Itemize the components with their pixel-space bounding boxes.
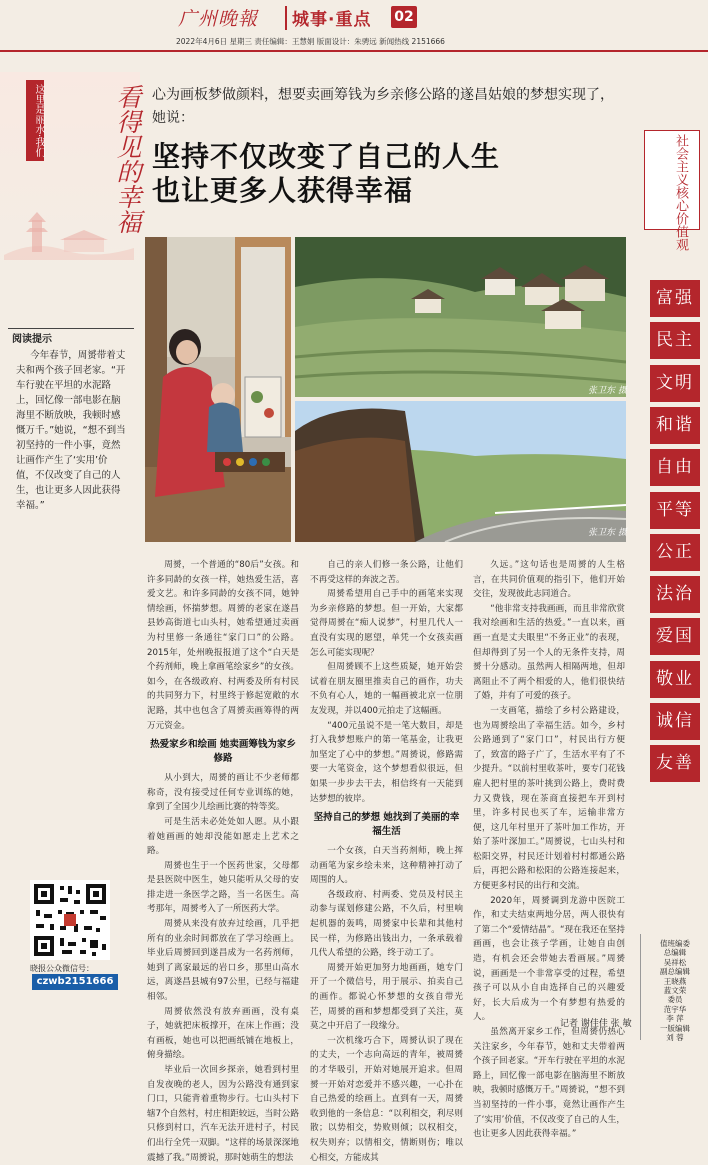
core-value-item: 文明 xyxy=(650,365,700,402)
core-value-item: 公正 xyxy=(650,534,700,571)
reading-tip-title: 阅读提示 xyxy=(12,334,52,345)
body-paragraph: 可是生活未必处处如人愿。从小跟着她画画的她却没能如愿走上艺术之路。 xyxy=(147,816,299,857)
staff-entry: 副总编辑 xyxy=(660,967,690,977)
core-value-item: 富强 xyxy=(650,280,700,317)
reporter-byline: 记者 谢佳佳 张 敏 xyxy=(560,1019,632,1029)
staff-entry: 李 萍 xyxy=(666,1014,684,1024)
body-paragraph: 但周赟顾不上这些质疑，她开始尝试着在朋友圈里推卖自己的画作，功夫不负有心人，她的一幅画被北京一位朋友发现，并以400元拍走了这幅画。 xyxy=(310,662,463,716)
body-paragraph: 2020年，周赟调到龙游中医院工作，和丈夫结束两地分居，两人很快有了第二个“爱情结晶”。“现在我还在坚持画画，也会让孩子学画，让她自由创造，有机会还会带她去看画展。”周赟说，画画是一个非常享受的过程，希望孩子可以从小自由选择自己的兴趣爱好，长大后成为一个有梦想有热爱的人。 xyxy=(473,895,625,1023)
section-title: 城事·重点 xyxy=(292,10,372,30)
core-values-header: 社会主义核心价值观 xyxy=(673,134,688,251)
core-value-item: 敬业 xyxy=(650,661,700,698)
staff-entry: 委员 xyxy=(667,995,683,1005)
staff-entry: 吴祥松 xyxy=(663,957,687,967)
staff-entry: 刘 蓉 xyxy=(666,1033,684,1042)
body-paragraph: 周赟，一个普通的“80后”女孩。和许多同龄的女孩一样，她热爱生活，喜爱文艺。和许多同龄的女孩不同，她钟情绘画，怀揣梦想。周赟的老家在遂昌县妙高街道七山头村，她希望通过卖画为村里修一条通往“家门口”的公路。2015年，处州晚报报道了这个“白天是个药剂师，晚上拿画笔绘家乡”的女孩。如今，在各级政府、村两委及所有村民的共同努力下，村里终于修起宽敞的水泥路，其中也包含了周赟卖画筹得的两万元资金。 xyxy=(147,560,299,731)
staff-entry: 总编辑 xyxy=(663,948,687,958)
staff-entry: 一版编辑 xyxy=(660,1023,690,1033)
section-subheading: 坚持自己的梦想 她找到了美丽的幸福生活 xyxy=(313,812,460,838)
body-paragraph: 自己的亲人们修一条公路，让他们不再受这样的奔波之苦。 xyxy=(310,560,463,585)
article-headline xyxy=(152,140,622,208)
staff-entry: 蓝文荣 xyxy=(663,986,687,995)
newspaper-logo: 广州晚報 xyxy=(178,8,259,30)
core-value-item: 爱国 xyxy=(650,618,700,655)
body-paragraph: 周赟也生于一个医药世家，父母都是县医院中医生，她只能听从父母的安排走进一条医学之路，当一名医生。高考那年，周赟考入了一所医药大学。 xyxy=(147,860,299,915)
new-road-photo xyxy=(295,401,626,542)
body-paragraph: 一个女孩，白天当药剂师，晚上挥动画笔为家乡绘未来，这种精神打动了周围的人。 xyxy=(310,846,463,886)
section-subheading: 热爱家乡和绘画 她卖画筹钱为家乡修路 xyxy=(150,739,296,765)
body-paragraph: 一次机缘巧合下，周赟认识了现在的丈夫，一个志向高远的青年，被周赟的才华吸引，开始对她展开追求。但周赟一开始对恋爱并不感兴趣，一心扑在自己热爱的绘画上。直到有一天，周赟收到他的一条信息：“以利相交，利尽则散；以势相交，势败则倾；以权相交，权失则弃；以情相交，情断则伤；唯以心相交，方能成其 xyxy=(310,1035,463,1163)
article-subtitle: 心为画板梦做颜料，想要卖画筹钱为乡亲修公路的遂昌姑娘的梦想实现了，她说： xyxy=(152,87,614,126)
photo-credit-village: 张卫东 摄 xyxy=(588,386,627,396)
body-paragraph: “400元虽说不是一笔大数目，却是打入我梦想账户的第一笔基金，让我更加坚定了心中的梦想。”周赟说，修路需要一大笔资金，这个梦想看似很远，但如果一步步去干去，相信终有一天能到达梦想的彼岸。 xyxy=(310,720,463,804)
body-paragraph: 周赟从来没有放弃过绘画，几乎把所有的业余时间都放在了学习绘画上。毕业后周赟回到遂昌成为一名药剂师，她到了离家最远的岩口乡，那里山高水远，离遂昌县城有97公里，已经与福建相邻。 xyxy=(147,919,299,1003)
body-paragraph: 周赟希望用自己手中的画笔来实现为乡亲修路的梦想。但一开始，大家都觉得周赟在“痴人说梦”，村里几代人一直没有实现的愿望，单凭一个女孩卖画怎么可能实现呢？ xyxy=(310,589,463,658)
mountain-village-photo xyxy=(295,237,626,397)
article-column-2 xyxy=(310,558,463,1165)
column-tag: 这里是丽水·我们 xyxy=(26,80,44,161)
masthead-rule xyxy=(0,50,708,52)
qr-account-id: czwb2151666 xyxy=(32,974,118,990)
edition-info: 2022年4月6日 星期三 责任编辑：王慧娟 版面设计：朱骋远 新闻热线 2151666 xyxy=(176,37,445,46)
headline-line-2: 也让更多人获得幸福 xyxy=(152,174,414,207)
headline-line-1: 坚持不仅改变了自己的人生 xyxy=(152,140,501,173)
staff-entry: 值班编委 xyxy=(660,939,690,948)
core-value-item: 和谐 xyxy=(650,407,700,444)
core-value-item: 法治 xyxy=(650,576,700,613)
core-value-item: 自由 xyxy=(650,449,700,486)
qr-caption: 晓报公众微信号： xyxy=(30,964,94,973)
body-paragraph: “他非常支持我画画，而且非常欣赏我对绘画和生活的热爱。”一直以来，画画一直是丈夫眼里“不务正业”的表现，但却得到了另一个人的无条件支持，周赟十分感动。虽然两人相隔两地，但却离阻止不了两个相爱的人，他们很快结了婚，并有了可爱的孩子。 xyxy=(473,603,625,702)
painter-with-child-photo xyxy=(145,237,291,542)
body-paragraph: 一支画笔，描绘了乡村公路建设，也为周赟绘出了幸福生活。如今，乡村公路通到了“家门口”，村民出行方便了，致富的路子广了，生活水平有了不少提升。“以前村里收茶叶，要专门花钱雇人把村里的茶叶挑到公路上，费时费力又费钱，现在茶商直接把车开到村里，许多村民也买了车，运输非常方便，这几年村里开了茶叶加工作坊，开始了茶叶深加工。”周赟说，七山头村和松阳交界，村民还计划着村村都通公路后，再把公路和松阳的公路连接起来，方便更多村民的出行和交流。 xyxy=(473,705,625,892)
wechat-qr-code xyxy=(30,880,110,960)
core-value-item: 民主 xyxy=(650,322,700,359)
core-value-item: 平等 xyxy=(650,492,700,529)
column-art-title: 看得见的幸福 xyxy=(113,84,142,234)
body-paragraph: 周赟依然没有放弃画画，没有桌子，她就把床板撑开，在床上作画；没有画板，她也可以把画纸铺在地板上，俯身描绘。 xyxy=(147,1006,299,1061)
page-number-badge: 02 xyxy=(391,6,417,28)
staff-entry: 范宇华 xyxy=(663,1004,687,1014)
article-column-3 xyxy=(473,558,625,1142)
core-value-item: 诚信 xyxy=(650,703,700,740)
masthead-divider xyxy=(285,6,287,30)
body-paragraph: 虽然离开家乡工作，但周赟仍热心关注家乡，今年春节，她和丈夫带着两个孩子回老家。“开车行驶在平坦的水泥路上，回忆像一部电影在脑海里不断放映，我顿时感慨万千。”周赟说，“想不到当初坚持的一件小事，竟然让画作产生了‘实用’价值，不仅改变了自己的人生，也让更多人因此获得幸福。” xyxy=(473,1027,625,1140)
body-paragraph: 久远。”这句话也是周赟的人生格言，在共同价值观的指引下，他们开始交往，发现彼此志同道合。 xyxy=(473,560,625,600)
body-paragraph: 各级政府、村两委、党员及村民主动参与谋划修建公路，不久后，村里响起机器的轰鸣，周赟家中长辈和其他村民一样，为修路出钱出力，一条承载着几代人希望的公路，终于动工了。 xyxy=(310,889,463,959)
pagoda-skyline-illustration xyxy=(4,200,134,260)
photo-credit-road: 张卫东 摄 xyxy=(588,528,627,538)
staff-entry: 王晓燕 xyxy=(663,976,687,986)
article-column-1 xyxy=(147,558,299,1165)
core-value-item: 友善 xyxy=(650,745,700,782)
reading-tip-body: 今年春节，周赟带着丈夫和两个孩子回老家。“开车行驶在平坦的水泥路上，回忆像一部电影在脑海里不断放映，我顿时感慨万千。”她说，“想不到当初坚持的一件小事，竟然让画作产生了‘实用’价值，不仅改变了自己的人生，也让更多人因此获得幸福。” xyxy=(16,350,126,511)
body-paragraph: 周赟开始更加努力地画画，她专门开了一个微信号，用于展示、拍卖自己的画作。都说心怀梦想的女孩自带光芒，周赟的画和梦想都受到了关注，莫莫之中开启了一段缘分。 xyxy=(310,962,463,1032)
body-paragraph: 从小到大，周赟的画让不少老师都称奇，没有接受过任何专业训练的她，拿到了全国少儿绘画比赛的特等奖。 xyxy=(147,773,299,813)
body-paragraph: 毕业后一次回乡探亲，她看到村里自发夜晚的老人，因为公路没有通到家门口，只能背着重物步行。七山头村下辖7个自然村，村庄相距较远，当时公路只修到村口，汽车无法开进村子，村民们出行全凭一双脚。“这样的场景深深地震撼了我。”周赟说，那时她萌生的想法 xyxy=(147,1065,299,1163)
